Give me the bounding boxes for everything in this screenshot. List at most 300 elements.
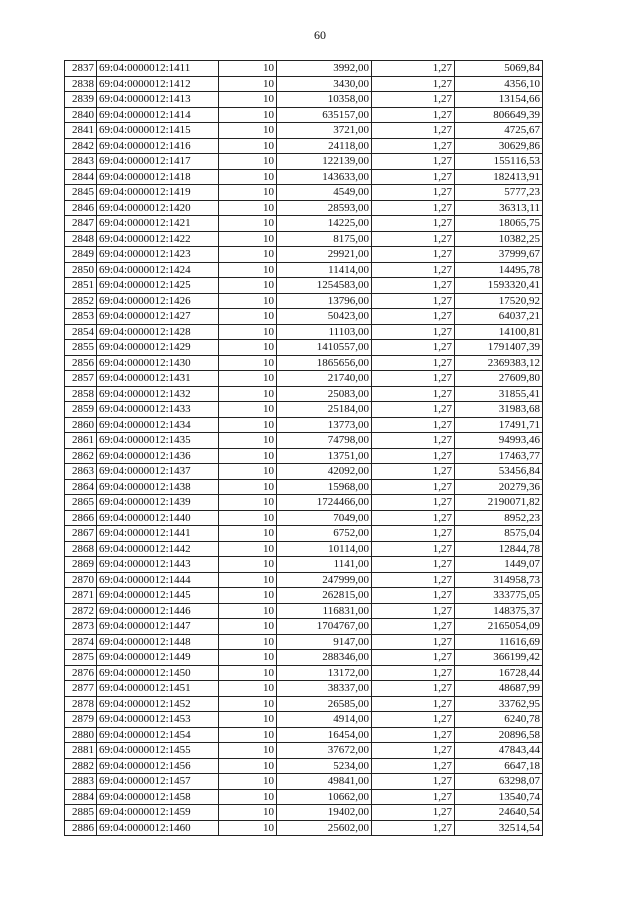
cadastral-number-cell: 69:04:0000012:1435: [97, 433, 219, 449]
rate-cell: 10: [219, 541, 277, 557]
sum-cell: 31983,68: [455, 402, 543, 418]
coefficient-cell: 1,27: [372, 696, 455, 712]
area-cell: 1410557,00: [277, 340, 372, 356]
coefficient-cell: 1,27: [372, 774, 455, 790]
area-cell: 21740,00: [277, 371, 372, 387]
table-row: [65, 650, 543, 666]
table-row: [65, 541, 543, 557]
table-row: [65, 727, 543, 743]
table-row: [65, 123, 543, 139]
rate-cell: 10: [219, 557, 277, 573]
row-number-cell: 2861: [65, 433, 97, 449]
coefficient-cell: 1,27: [372, 557, 455, 573]
coefficient-cell: 1,27: [372, 665, 455, 681]
cadastral-number-cell: 69:04:0000012:1427: [97, 309, 219, 325]
sum-cell: 14100,81: [455, 324, 543, 340]
area-cell: 116831,00: [277, 603, 372, 619]
table-row: [65, 355, 543, 371]
table-row: [65, 774, 543, 790]
coefficient-cell: 1,27: [372, 541, 455, 557]
coefficient-cell: 1,27: [372, 200, 455, 216]
cadastral-number-cell: 69:04:0000012:1417: [97, 154, 219, 170]
cadastral-number-cell: 69:04:0000012:1453: [97, 712, 219, 728]
sum-cell: 2369383,12: [455, 355, 543, 371]
table-row: [65, 495, 543, 511]
coefficient-cell: 1,27: [372, 61, 455, 77]
coefficient-cell: 1,27: [372, 293, 455, 309]
row-number-cell: 2879: [65, 712, 97, 728]
table-row: [65, 526, 543, 542]
coefficient-cell: 1,27: [372, 789, 455, 805]
rate-cell: 10: [219, 433, 277, 449]
area-cell: 13751,00: [277, 448, 372, 464]
sum-cell: 155116,53: [455, 154, 543, 170]
coefficient-cell: 1,27: [372, 402, 455, 418]
row-number-cell: 2873: [65, 619, 97, 635]
cadastral-number-cell: 69:04:0000012:1452: [97, 696, 219, 712]
cadastral-number-cell: 69:04:0000012:1441: [97, 526, 219, 542]
area-cell: 247999,00: [277, 572, 372, 588]
row-number-cell: 2845: [65, 185, 97, 201]
row-number-cell: 2863: [65, 464, 97, 480]
sum-cell: 17520,92: [455, 293, 543, 309]
table-row: [65, 138, 543, 154]
sum-cell: 48687,99: [455, 681, 543, 697]
cadastral-number-cell: 69:04:0000012:1422: [97, 231, 219, 247]
sum-cell: 10382,25: [455, 231, 543, 247]
cadastral-number-cell: 69:04:0000012:1451: [97, 681, 219, 697]
area-cell: 143633,00: [277, 169, 372, 185]
area-cell: 13796,00: [277, 293, 372, 309]
sum-cell: 6240,78: [455, 712, 543, 728]
area-cell: 26585,00: [277, 696, 372, 712]
cadastral-number-cell: 69:04:0000012:1439: [97, 495, 219, 511]
sum-cell: 64037,21: [455, 309, 543, 325]
rate-cell: 10: [219, 650, 277, 666]
area-cell: 29921,00: [277, 247, 372, 263]
coefficient-cell: 1,27: [372, 386, 455, 402]
table-row: [65, 293, 543, 309]
rate-cell: 10: [219, 293, 277, 309]
area-cell: 25184,00: [277, 402, 372, 418]
cadastral-number-cell: 69:04:0000012:1457: [97, 774, 219, 790]
row-number-cell: 2880: [65, 727, 97, 743]
row-number-cell: 2844: [65, 169, 97, 185]
cadastral-number-cell: 69:04:0000012:1420: [97, 200, 219, 216]
rate-cell: 10: [219, 262, 277, 278]
area-cell: 25602,00: [277, 820, 372, 836]
sum-cell: 18065,75: [455, 216, 543, 232]
sum-cell: 16728,44: [455, 665, 543, 681]
table-row: [65, 107, 543, 123]
rate-cell: 10: [219, 200, 277, 216]
sum-cell: 94993,46: [455, 433, 543, 449]
row-number-cell: 2856: [65, 355, 97, 371]
sum-cell: 806649,39: [455, 107, 543, 123]
sum-cell: 2190071,82: [455, 495, 543, 511]
sum-cell: 27609,80: [455, 371, 543, 387]
row-number-cell: 2886: [65, 820, 97, 836]
row-number-cell: 2885: [65, 805, 97, 821]
cadastral-number-cell: 69:04:0000012:1426: [97, 293, 219, 309]
sum-cell: 17463,77: [455, 448, 543, 464]
table-row: [65, 743, 543, 759]
row-number-cell: 2871: [65, 588, 97, 604]
coefficient-cell: 1,27: [372, 340, 455, 356]
row-number-cell: 2860: [65, 417, 97, 433]
coefficient-cell: 1,27: [372, 355, 455, 371]
coefficient-cell: 1,27: [372, 820, 455, 836]
table-row: [65, 417, 543, 433]
cadastral-number-cell: 69:04:0000012:1454: [97, 727, 219, 743]
sum-cell: 4725,67: [455, 123, 543, 139]
cadastral-number-cell: 69:04:0000012:1442: [97, 541, 219, 557]
rate-cell: 10: [219, 386, 277, 402]
cadastral-number-cell: 69:04:0000012:1447: [97, 619, 219, 635]
rate-cell: 10: [219, 727, 277, 743]
table-body: [65, 61, 543, 836]
cadastral-number-cell: 69:04:0000012:1436: [97, 448, 219, 464]
coefficient-cell: 1,27: [372, 138, 455, 154]
area-cell: 13172,00: [277, 665, 372, 681]
table-row: [65, 231, 543, 247]
cadastral-number-cell: 69:04:0000012:1450: [97, 665, 219, 681]
cadastral-table: [64, 60, 543, 836]
rate-cell: 10: [219, 417, 277, 433]
rate-cell: 10: [219, 278, 277, 294]
area-cell: 19402,00: [277, 805, 372, 821]
row-number-cell: 2848: [65, 231, 97, 247]
area-cell: 42092,00: [277, 464, 372, 480]
table-row: [65, 371, 543, 387]
area-cell: 14225,00: [277, 216, 372, 232]
row-number-cell: 2866: [65, 510, 97, 526]
rate-cell: 10: [219, 712, 277, 728]
area-cell: 635157,00: [277, 107, 372, 123]
table-row: [65, 696, 543, 712]
row-number-cell: 2842: [65, 138, 97, 154]
table-row: [65, 216, 543, 232]
table-row: [65, 262, 543, 278]
sum-cell: 47843,44: [455, 743, 543, 759]
table-row: [65, 820, 543, 836]
coefficient-cell: 1,27: [372, 76, 455, 92]
area-cell: 28593,00: [277, 200, 372, 216]
coefficient-cell: 1,27: [372, 433, 455, 449]
page-number: 60: [314, 28, 326, 42]
row-number-cell: 2878: [65, 696, 97, 712]
row-number-cell: 2870: [65, 572, 97, 588]
coefficient-cell: 1,27: [372, 572, 455, 588]
row-number-cell: 2876: [65, 665, 97, 681]
area-cell: 49841,00: [277, 774, 372, 790]
table-row: [65, 634, 543, 650]
table-row: [65, 479, 543, 495]
sum-cell: 333775,05: [455, 588, 543, 604]
area-cell: 11414,00: [277, 262, 372, 278]
sum-cell: 13154,66: [455, 92, 543, 108]
cadastral-number-cell: 69:04:0000012:1449: [97, 650, 219, 666]
sum-cell: 63298,07: [455, 774, 543, 790]
cadastral-number-cell: 69:04:0000012:1456: [97, 758, 219, 774]
rate-cell: 10: [219, 665, 277, 681]
sum-cell: 20896,58: [455, 727, 543, 743]
rate-cell: 10: [219, 61, 277, 77]
area-cell: 10358,00: [277, 92, 372, 108]
area-cell: 37672,00: [277, 743, 372, 759]
cadastral-number-cell: 69:04:0000012:1458: [97, 789, 219, 805]
table-row: [65, 758, 543, 774]
sum-cell: 148375,37: [455, 603, 543, 619]
row-number-cell: 2858: [65, 386, 97, 402]
coefficient-cell: 1,27: [372, 448, 455, 464]
rate-cell: 10: [219, 138, 277, 154]
rate-cell: 10: [219, 479, 277, 495]
rate-cell: 10: [219, 76, 277, 92]
coefficient-cell: 1,27: [372, 185, 455, 201]
cadastral-number-cell: 69:04:0000012:1460: [97, 820, 219, 836]
sum-cell: 12844,78: [455, 541, 543, 557]
sum-cell: 14495,78: [455, 262, 543, 278]
table-row: [65, 572, 543, 588]
coefficient-cell: 1,27: [372, 278, 455, 294]
cadastral-number-cell: 69:04:0000012:1423: [97, 247, 219, 263]
area-cell: 11103,00: [277, 324, 372, 340]
row-number-cell: 2868: [65, 541, 97, 557]
table-row: [65, 154, 543, 170]
rate-cell: 10: [219, 510, 277, 526]
sum-cell: 6647,18: [455, 758, 543, 774]
cadastral-number-cell: 69:04:0000012:1429: [97, 340, 219, 356]
row-number-cell: 2840: [65, 107, 97, 123]
area-cell: 262815,00: [277, 588, 372, 604]
cadastral-number-cell: 69:04:0000012:1445: [97, 588, 219, 604]
coefficient-cell: 1,27: [372, 262, 455, 278]
row-number-cell: 2853: [65, 309, 97, 325]
area-cell: 1865656,00: [277, 355, 372, 371]
rate-cell: 10: [219, 681, 277, 697]
area-cell: 1724466,00: [277, 495, 372, 511]
row-number-cell: 2839: [65, 92, 97, 108]
area-cell: 7049,00: [277, 510, 372, 526]
area-cell: 15968,00: [277, 479, 372, 495]
rate-cell: 10: [219, 758, 277, 774]
table-row: [65, 603, 543, 619]
rate-cell: 10: [219, 371, 277, 387]
area-cell: 3721,00: [277, 123, 372, 139]
area-cell: 5234,00: [277, 758, 372, 774]
table-row: [65, 712, 543, 728]
table-row: [65, 510, 543, 526]
coefficient-cell: 1,27: [372, 681, 455, 697]
area-cell: 74798,00: [277, 433, 372, 449]
area-cell: 4549,00: [277, 185, 372, 201]
cadastral-number-cell: 69:04:0000012:1434: [97, 417, 219, 433]
area-cell: 13773,00: [277, 417, 372, 433]
rate-cell: 10: [219, 526, 277, 542]
table-row: [65, 61, 543, 77]
row-number-cell: 2881: [65, 743, 97, 759]
sum-cell: 4356,10: [455, 76, 543, 92]
rate-cell: 10: [219, 92, 277, 108]
coefficient-cell: 1,27: [372, 805, 455, 821]
sum-cell: 8575,04: [455, 526, 543, 542]
coefficient-cell: 1,27: [372, 727, 455, 743]
cadastral-number-cell: 69:04:0000012:1425: [97, 278, 219, 294]
sum-cell: 5069,84: [455, 61, 543, 77]
coefficient-cell: 1,27: [372, 650, 455, 666]
sum-cell: 1593320,41: [455, 278, 543, 294]
sum-cell: 53456,84: [455, 464, 543, 480]
coefficient-cell: 1,27: [372, 495, 455, 511]
row-number-cell: 2883: [65, 774, 97, 790]
area-cell: 8175,00: [277, 231, 372, 247]
row-number-cell: 2838: [65, 76, 97, 92]
sum-cell: 11616,69: [455, 634, 543, 650]
rate-cell: 10: [219, 169, 277, 185]
cadastral-number-cell: 69:04:0000012:1424: [97, 262, 219, 278]
row-number-cell: 2867: [65, 526, 97, 542]
area-cell: 10662,00: [277, 789, 372, 805]
coefficient-cell: 1,27: [372, 588, 455, 604]
area-cell: 122139,00: [277, 154, 372, 170]
coefficient-cell: 1,27: [372, 309, 455, 325]
area-cell: 1141,00: [277, 557, 372, 573]
table-row: [65, 92, 543, 108]
rate-cell: 10: [219, 495, 277, 511]
cadastral-number-cell: 69:04:0000012:1419: [97, 185, 219, 201]
row-number-cell: 2847: [65, 216, 97, 232]
coefficient-cell: 1,27: [372, 417, 455, 433]
row-number-cell: 2874: [65, 634, 97, 650]
rate-cell: 10: [219, 123, 277, 139]
cadastral-number-cell: 69:04:0000012:1438: [97, 479, 219, 495]
sum-cell: 8952,23: [455, 510, 543, 526]
area-cell: 9147,00: [277, 634, 372, 650]
table-row: [65, 588, 543, 604]
cadastral-number-cell: 69:04:0000012:1414: [97, 107, 219, 123]
coefficient-cell: 1,27: [372, 107, 455, 123]
rate-cell: 10: [219, 789, 277, 805]
coefficient-cell: 1,27: [372, 712, 455, 728]
sum-cell: 366199,42: [455, 650, 543, 666]
cadastral-number-cell: 69:04:0000012:1431: [97, 371, 219, 387]
row-number-cell: 2859: [65, 402, 97, 418]
table-row: [65, 402, 543, 418]
coefficient-cell: 1,27: [372, 526, 455, 542]
row-number-cell: 2852: [65, 293, 97, 309]
area-cell: 3992,00: [277, 61, 372, 77]
table-row: [65, 278, 543, 294]
row-number-cell: 2865: [65, 495, 97, 511]
rate-cell: 10: [219, 185, 277, 201]
rate-cell: 10: [219, 774, 277, 790]
row-number-cell: 2884: [65, 789, 97, 805]
table-row: [65, 309, 543, 325]
rate-cell: 10: [219, 107, 277, 123]
area-cell: 25083,00: [277, 386, 372, 402]
rate-cell: 10: [219, 619, 277, 635]
row-number-cell: 2851: [65, 278, 97, 294]
rate-cell: 10: [219, 340, 277, 356]
rate-cell: 10: [219, 355, 277, 371]
rate-cell: 10: [219, 588, 277, 604]
rate-cell: 10: [219, 154, 277, 170]
area-cell: 1704767,00: [277, 619, 372, 635]
rate-cell: 10: [219, 247, 277, 263]
cadastral-number-cell: 69:04:0000012:1433: [97, 402, 219, 418]
table-row: [65, 247, 543, 263]
row-number-cell: 2872: [65, 603, 97, 619]
row-number-cell: 2855: [65, 340, 97, 356]
row-number-cell: 2846: [65, 200, 97, 216]
sum-cell: 17491,71: [455, 417, 543, 433]
cadastral-number-cell: 69:04:0000012:1437: [97, 464, 219, 480]
rate-cell: 10: [219, 603, 277, 619]
rate-cell: 10: [219, 696, 277, 712]
coefficient-cell: 1,27: [372, 247, 455, 263]
row-number-cell: 2850: [65, 262, 97, 278]
sum-cell: 314958,73: [455, 572, 543, 588]
cadastral-number-cell: 69:04:0000012:1430: [97, 355, 219, 371]
area-cell: 288346,00: [277, 650, 372, 666]
coefficient-cell: 1,27: [372, 603, 455, 619]
rate-cell: 10: [219, 805, 277, 821]
cadastral-number-cell: 69:04:0000012:1448: [97, 634, 219, 650]
coefficient-cell: 1,27: [372, 634, 455, 650]
sum-cell: 31855,41: [455, 386, 543, 402]
rate-cell: 10: [219, 572, 277, 588]
row-number-cell: 2837: [65, 61, 97, 77]
area-cell: 10114,00: [277, 541, 372, 557]
coefficient-cell: 1,27: [372, 154, 455, 170]
coefficient-cell: 1,27: [372, 758, 455, 774]
coefficient-cell: 1,27: [372, 216, 455, 232]
table-row: [65, 681, 543, 697]
sum-cell: 36313,11: [455, 200, 543, 216]
area-cell: 6752,00: [277, 526, 372, 542]
table-row: [65, 665, 543, 681]
sum-cell: 1449,07: [455, 557, 543, 573]
rate-cell: 10: [219, 324, 277, 340]
table-row: [65, 557, 543, 573]
table-row: [65, 340, 543, 356]
area-cell: 24118,00: [277, 138, 372, 154]
table-row: [65, 386, 543, 402]
cadastral-number-cell: 69:04:0000012:1446: [97, 603, 219, 619]
table-row: [65, 185, 543, 201]
row-number-cell: 2841: [65, 123, 97, 139]
cadastral-number-cell: 69:04:0000012:1443: [97, 557, 219, 573]
coefficient-cell: 1,27: [372, 231, 455, 247]
coefficient-cell: 1,27: [372, 464, 455, 480]
sum-cell: 20279,36: [455, 479, 543, 495]
area-cell: 3430,00: [277, 76, 372, 92]
row-number-cell: 2857: [65, 371, 97, 387]
table-row: [65, 169, 543, 185]
cadastral-number-cell: 69:04:0000012:1421: [97, 216, 219, 232]
row-number-cell: 2875: [65, 650, 97, 666]
area-cell: 4914,00: [277, 712, 372, 728]
rate-cell: 10: [219, 216, 277, 232]
coefficient-cell: 1,27: [372, 123, 455, 139]
coefficient-cell: 1,27: [372, 169, 455, 185]
sum-cell: 37999,67: [455, 247, 543, 263]
cadastral-number-cell: 69:04:0000012:1428: [97, 324, 219, 340]
table-row: [65, 448, 543, 464]
rate-cell: 10: [219, 820, 277, 836]
coefficient-cell: 1,27: [372, 324, 455, 340]
